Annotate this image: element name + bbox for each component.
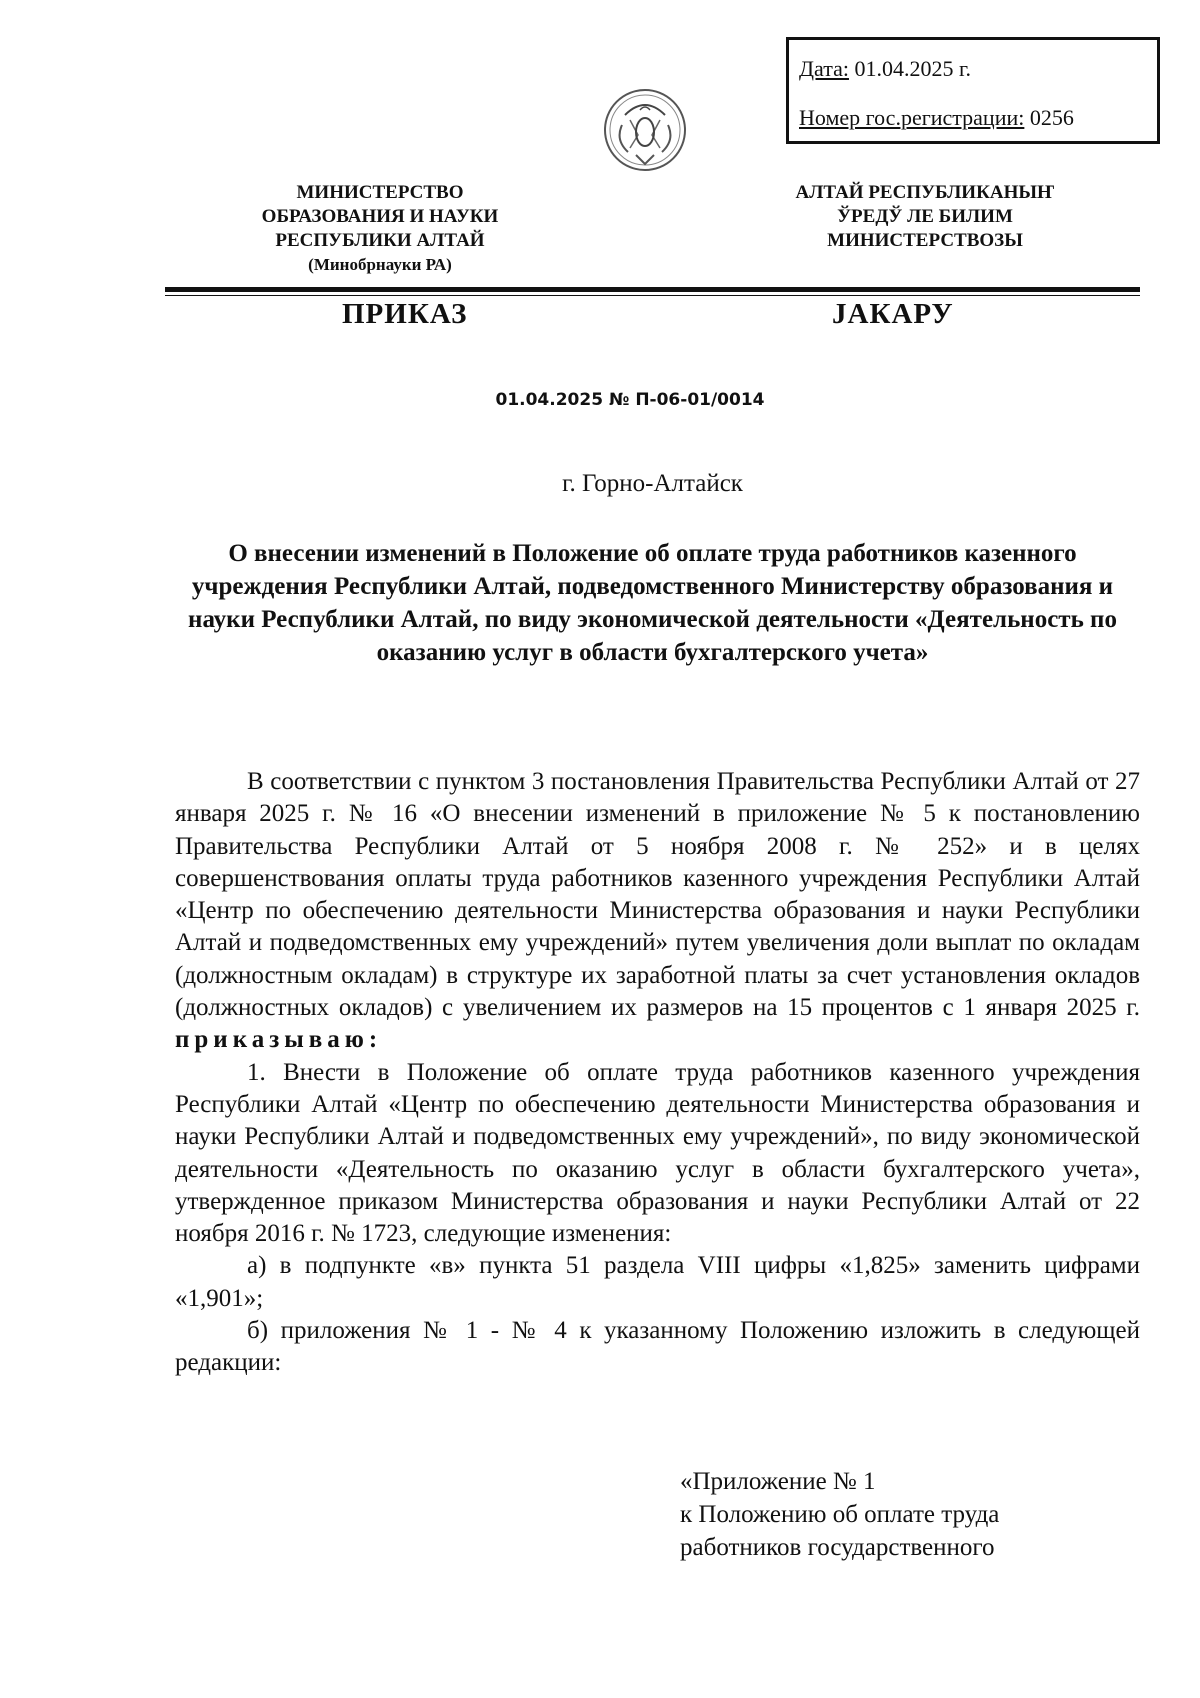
preamble-text: В соответствии с пунктом 3 постановления Правительства Республики Алтай от 27 января 2025 г. № 16 «О внесении изменений в приложение № 5 к постановлению Правительства Республики Алтай от 5 ноября 2008 г. № 252» и в целях совершенствования оплаты труда работников казенного учреждения Республики Алтай «Центр по обеспечению деятельности Министерства образования и науки Республики Алтай и подведомственных ему учреждений» путем увеличения доли выплат по окладам (должностным окладам) в структуре их заработной платы за счет установления окладов (должностных окладов) с увеличением их размеров на 15 процентов с 1 января 2025 г. [175, 768, 1140, 1022]
registration-stamp [786, 37, 1160, 144]
item-1-paragraph: 1. Внести в Положение об оплате труда работников казенного учреждения Республики Алтай «Центр по обеспечению деятельности Министерства образования и науки Республики Алтай и подведомственных ему учреждений», по виду экономической деятельности «Деятельность по оказанию услуг в области бухгалтерского учета», утвержденное приказом Министерства образования и науки Республики Алтай от 22 ноября 2016 г. № 1723, следующие изменения: [175, 1058, 1140, 1248]
item-a-paragraph: а) в подпункте «в» пункта 51 раздела VIII цифры «1,825» заменить цифрами «1,901»; [175, 1252, 1140, 1312]
appendix-line-1: «Приложение № 1 [680, 1468, 876, 1495]
ministry-name-altai-line-1: АЛТАЙ РЕСПУБЛИКАНЫҤ [795, 182, 1055, 203]
registration-number-value: 0256 [1029, 105, 1074, 130]
ministry-name-line-2: ОБРАЗОВАНИЯ И НАУКИ [261, 206, 499, 227]
document-title: О внесении изменений в Положение об оплате труда работников казенного учреждения Республики Алтай, подведомственного Министерству образования и науки Республики Алтай, по виду экономической деятельности «Деятельность по оказанию услуг в области бухгалтерского учета» [188, 540, 1117, 666]
ministry-name-altai [760, 181, 1090, 253]
appendix-line-2: к Положению об оплате труда [680, 1501, 1000, 1528]
order-word: приказываю: [175, 1026, 383, 1054]
order-heading-altai: JАКАРУ [832, 298, 954, 330]
ministry-name-altai-line-3: МИНИСТЕРСТВОЗЫ [827, 230, 1023, 251]
appendix-line-3: работников государственного [680, 1534, 995, 1561]
preamble-paragraph [175, 766, 1140, 1057]
coat-of-arms-emblem-icon [600, 80, 690, 180]
appendix-header [680, 1465, 999, 1564]
registration-date-row [799, 58, 1157, 80]
header-divider-thick [165, 287, 1140, 292]
document-body [175, 766, 1140, 1380]
registration-date-value: 01.04.2025 г. [854, 56, 972, 81]
item-b-paragraph: б) приложения № 1 - № 4 к указанному Положению изложить в следующей редакции: [175, 1317, 1140, 1377]
registration-number-label: Номер гос.регистрации: [799, 105, 1025, 130]
header-divider-thin [165, 295, 1140, 296]
ministry-name-altai-line-2: ЎРЕДЎ ЛЕ БИЛИМ [837, 206, 1013, 227]
order-heading-russian: ПРИКАЗ [342, 298, 468, 330]
registration-number-row [799, 107, 1157, 129]
document-number: 01.04.2025 № П-06-01/0014 [495, 390, 765, 410]
ministry-name-russian [230, 181, 530, 277]
ministry-name-line-3: РЕСПУБЛИКИ АЛТАЙ [275, 230, 485, 251]
registration-date-label: Дата: [799, 56, 849, 81]
ministry-name-line-1: МИНИСТЕРСТВО [296, 182, 464, 203]
ministry-abbreviation: (Минобрнауки РА) [308, 255, 452, 274]
city: г. Горно-Алтайск [562, 470, 743, 497]
